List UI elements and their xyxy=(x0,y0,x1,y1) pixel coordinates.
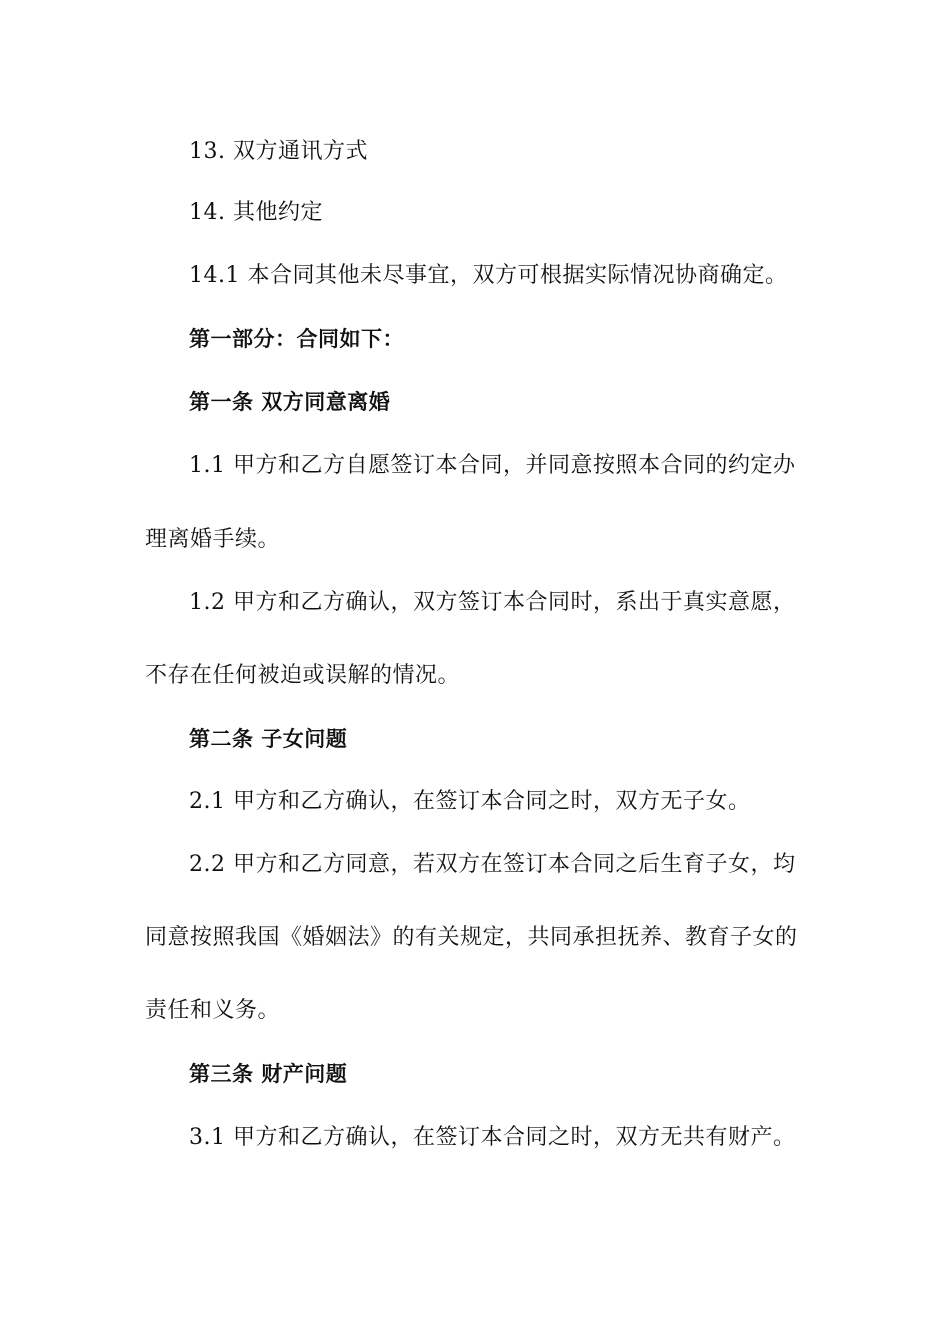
clause-1-2-line-1: 1.2 甲方和乙方确认，双方签订本合同时，系出于真实意愿， xyxy=(189,590,796,615)
clause-2-2-line-2: 同意按照我国《婚姻法》的有关规定，共同承担抚养、教育子女的 xyxy=(145,925,798,950)
section-heading-part-one: 第一部分：合同如下： xyxy=(189,327,404,351)
clause-2-1: 2.1 甲方和乙方确认，在签订本合同之时，双方无子女。 xyxy=(189,789,751,814)
clause-2-2-line-3: 责任和义务。 xyxy=(145,998,281,1023)
article-1-heading: 第一条 双方同意离婚 xyxy=(189,390,391,414)
clause-3-1: 3.1 甲方和乙方确认，在签订本合同之时，双方无共有财产。 xyxy=(189,1125,796,1150)
clause-2-2-line-1: 2.2 甲方和乙方同意，若双方在签订本合同之后生育子女，均 xyxy=(189,852,796,877)
clause-1-2-line-2: 不存在任何被迫或误解的情况。 xyxy=(145,663,461,688)
item-13-communication: 13. 双方通讯方式 xyxy=(189,139,368,164)
article-2-heading: 第二条 子女问题 xyxy=(189,727,348,751)
article-3-heading: 第三条 财产问题 xyxy=(189,1062,348,1086)
clause-1-1-line-2: 理离婚手续。 xyxy=(145,527,281,552)
clause-1-1-line-1: 1.1 甲方和乙方自愿签订本合同，并同意按照本合同的约定办 xyxy=(189,453,796,478)
clause-14-1: 14.1 本合同其他未尽事宜，双方可根据实际情况协商确定。 xyxy=(189,263,788,288)
item-14-other-terms: 14. 其他约定 xyxy=(189,200,323,225)
